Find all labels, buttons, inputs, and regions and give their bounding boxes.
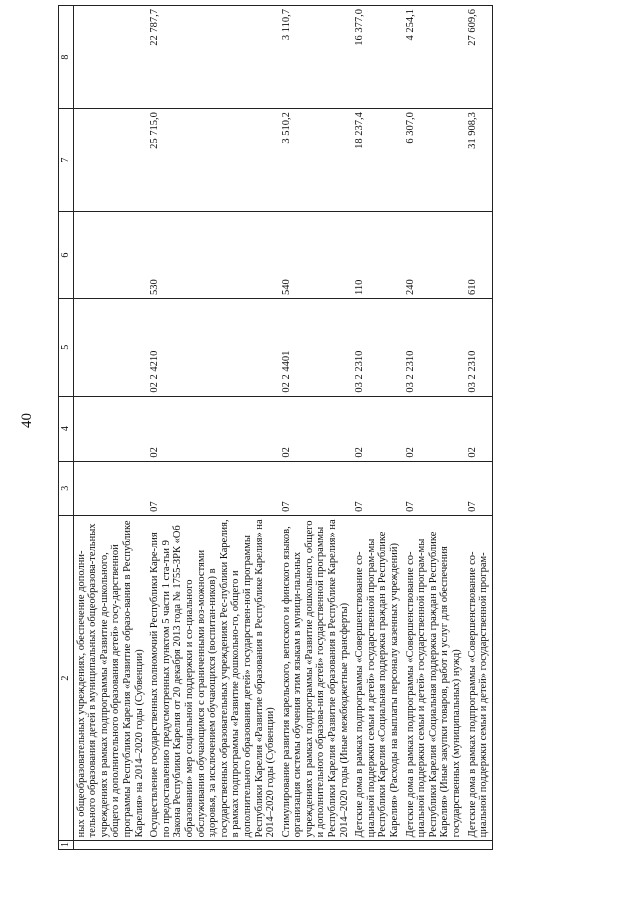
planned-amount: 31 908,3 [465,109,493,212]
col-header-6: 6 [59,212,74,299]
table-row [352,6,402,850]
expense-type-code: 110 [352,212,402,299]
row-number-cell [465,841,493,850]
expense-type-code: 240 [403,212,465,299]
col-header-5: 5 [59,298,74,396]
row-description: ных общеобразовательных учреждениях, обеспечение дополни-тельного образования детей в муниципальных общеобразова-тельных учреждениях в рамках подпрограммы «Развитие до-школьного, общего и дополнительного образования детей» госу-дарственной программы Республики Карелия «Развитие образо-вания в Республике Карелия» на 2014–2020 годы (Субвенции) [73,515,147,840]
subsection-code [73,396,147,461]
target-article-code: 02 2 4401 [279,298,353,396]
table-row [403,6,465,850]
planned-amount [73,109,147,212]
col-header-1: 1 [59,841,74,850]
row-description: Детские дома в рамках подпрограммы «Совершенствование со-циальной поддержки семьи и детей» государственной програм-мы Республики Карелия «Социальная поддержка граждан в Республике Карелия» (Расходы на выплаты персоналу казенных учреждений) [352,515,402,840]
section-code: 07 [403,461,465,515]
col-header-2: 2 [59,515,74,840]
header-row [59,6,74,850]
expense-type-code: 610 [465,212,493,299]
actual-amount: 16 377,0 [352,6,402,109]
subsection-code: 02 [279,396,353,461]
actual-amount: 4 254,1 [403,6,465,109]
planned-amount: 25 715,0 [147,109,279,212]
row-number-cell [279,841,353,850]
expense-type-code: 530 [147,212,279,299]
row-number-cell [352,841,402,850]
subsection-code: 02 [147,396,279,461]
subsection-code: 02 [352,396,402,461]
row-description: Детские дома в рамках подпрограммы «Совершенствование со-циальной поддержки семьи и детей» государственной програм- [465,515,493,840]
table-row [279,6,353,850]
col-header-7: 7 [59,109,74,212]
subsection-code: 02 [465,396,493,461]
expense-type-code [73,212,147,299]
rotated-table-wrapper [58,5,618,850]
target-article-code: 02 2 4210 [147,298,279,396]
actual-amount [73,6,147,109]
actual-amount: 27 609,6 [465,6,493,109]
actual-amount: 3 110,7 [279,6,353,109]
target-article-code [73,298,147,396]
target-article-code: 03 2 2310 [352,298,402,396]
row-number-cell [73,841,147,850]
section-code [73,461,147,515]
subsection-code: 02 [403,396,465,461]
col-header-3: 3 [59,461,74,515]
section-code: 07 [465,461,493,515]
row-description: Детские дома в рамках подпрограммы «Совершенствование со-циальной поддержки семьи и детей» государственной програм-мы Республики Карелия «Социальная поддержка граждан в Республике Карелия» (Иные закупки товаров, работ и услуг для обеспечения государственных (муниципальных) нужд) [403,515,465,840]
row-description: Осуществление государственных полномочий Республики Каре-лия по предоставлению предусмотренных пунктом 5 части 1 ста-тьи 9 Закона Республики Карелия от 20 декабря 2013 года № 1755-ЗРК «Об образовании» мер социальной поддержки и со-циального обслуживания обучающимся с ограниченными воз-можностями здоровья, за исключением обучающихся (воспитан-ников) в государственных образовательных учреждениях Рес-публики Карелия, в рамках подпрограммы «Развитие дошкольно-го, общего и дополнительного образования детей» государствен-ной программы Республики Карелия «Развитие образования в Республике Карелия» на 2014–2020 годы (Субвенции) [147,515,279,840]
col-header-4: 4 [59,396,74,461]
section-code: 07 [147,461,279,515]
expense-type-code: 540 [279,212,353,299]
planned-amount: 3 510,2 [279,109,353,212]
planned-amount: 6 307,0 [403,109,465,212]
section-code: 07 [279,461,353,515]
col-header-8: 8 [59,6,74,109]
row-number-cell [147,841,279,850]
page-number: 40 [19,413,35,428]
table-row [147,6,279,850]
table-row [465,6,493,850]
row-number-cell [403,841,465,850]
target-article-code: 03 2 2310 [465,298,493,396]
actual-amount: 22 787,7 [147,6,279,109]
row-description: Стимулирование развития карельского, вепсского и финского языков, организация системы обучения этим языкам в муници-пальных учреждениях в рамках подпрограммы «Развитие дошкольного, общего и дополнительного образова-ния детей» государственной программы Республики Карелия «Развитие образования в Республике Карелия» на 2014–2020 годы (Иные межбюджетные трансферты) [279,515,353,840]
planned-amount: 18 237,4 [352,109,402,212]
target-article-code: 03 2 2310 [403,298,465,396]
table-row [73,6,147,850]
budget-table [58,5,493,850]
section-code: 07 [352,461,402,515]
